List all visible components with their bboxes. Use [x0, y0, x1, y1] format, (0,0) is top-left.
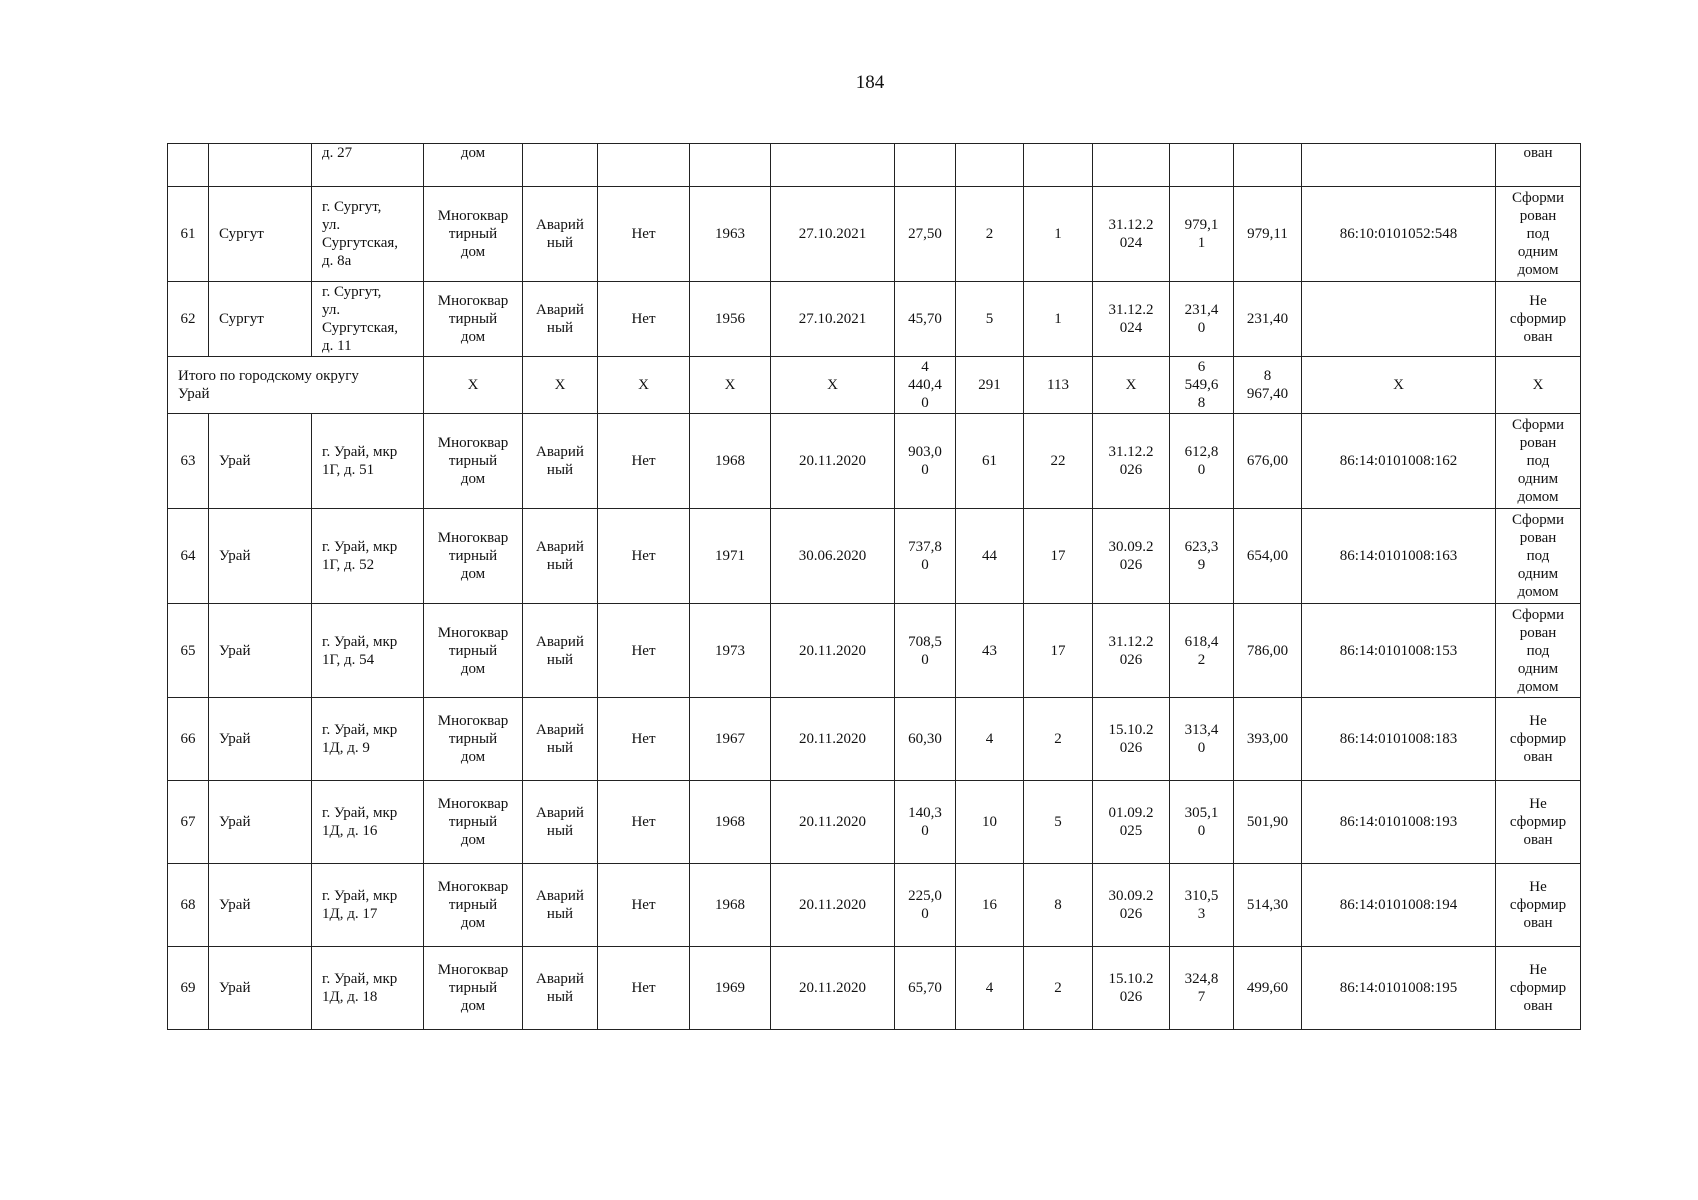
cell-cadastral: 86:14:0101008:162: [1302, 414, 1496, 509]
cell-status: Аварий ный: [523, 414, 598, 509]
cell-sum-1: 310,5 3: [1170, 864, 1234, 947]
cell-house-type: Многоквар тирный дом: [424, 414, 523, 509]
cell-deadline: 31.12.2 024: [1093, 282, 1170, 357]
cell-municipality: Урай: [209, 698, 312, 781]
cell-x: X: [1496, 357, 1581, 414]
cell-year: [690, 144, 771, 187]
cell-year: 1973: [690, 604, 771, 698]
cell-area: 708,5 0: [895, 604, 956, 698]
cell-date: [771, 144, 895, 187]
cell-land-status: Не сформир ован: [1496, 864, 1581, 947]
cell-year: 1968: [690, 414, 771, 509]
cell-apartments: 5: [1024, 781, 1093, 864]
cell-x: X: [598, 357, 690, 414]
cell-sum-2: 654,00: [1234, 509, 1302, 604]
total-row: [168, 357, 1581, 414]
cell-sum-2: 786,00: [1234, 604, 1302, 698]
cell-cadastral: 86:14:0101008:153: [1302, 604, 1496, 698]
cell-number: 67: [168, 781, 209, 864]
table-row: [168, 781, 1581, 864]
cell-status: Аварий ный: [523, 187, 598, 282]
cell-x: X: [771, 357, 895, 414]
cell-people: 43: [956, 604, 1024, 698]
cell-sum-2: 501,90: [1234, 781, 1302, 864]
cell-cadastral: 86:10:0101052:548: [1302, 187, 1496, 282]
cell-address: д. 27: [312, 144, 424, 187]
cell-deadline: [1093, 144, 1170, 187]
table-body: [168, 144, 1581, 1030]
cell-apartments: 1: [1024, 282, 1093, 357]
cell-flag: [598, 144, 690, 187]
cell-status: Аварий ный: [523, 698, 598, 781]
cell-flag: Нет: [598, 282, 690, 357]
page-number: 184: [855, 72, 885, 93]
cell-flag: Нет: [598, 414, 690, 509]
cell-address: г. Урай, мкр 1Д, д. 16: [312, 781, 424, 864]
cell-address: г. Сургут, ул. Сургутская, д. 11: [312, 282, 424, 357]
cell-land-status: Сформи рован под одним домом: [1496, 187, 1581, 282]
cell-house-type: Многоквар тирный дом: [424, 509, 523, 604]
cell-address: г. Урай, мкр 1Г, д. 52: [312, 509, 424, 604]
cell-deadline: 31.12.2 026: [1093, 414, 1170, 509]
cell-number: 66: [168, 698, 209, 781]
cell-date: 20.11.2020: [771, 781, 895, 864]
table-row: [168, 144, 1581, 187]
table-row: [168, 187, 1581, 282]
cell-sum-2: [1234, 144, 1302, 187]
cell-flag: Нет: [598, 864, 690, 947]
cell-address: г. Сургут, ул. Сургутская, д. 8а: [312, 187, 424, 282]
cell-cadastral: 86:14:0101008:194: [1302, 864, 1496, 947]
cell-sum-2: 231,40: [1234, 282, 1302, 357]
cell-people: 61: [956, 414, 1024, 509]
cell-status: Аварий ный: [523, 604, 598, 698]
cell-number: [168, 144, 209, 187]
cell-date: 20.11.2020: [771, 698, 895, 781]
cell-municipality: [209, 144, 312, 187]
cell-date: 27.10.2021: [771, 282, 895, 357]
cell-x: X: [1093, 357, 1170, 414]
cell-status: Аварий ный: [523, 947, 598, 1030]
cell-x: X: [523, 357, 598, 414]
cell-apartments: [1024, 144, 1093, 187]
cell-area: 737,8 0: [895, 509, 956, 604]
cell-sum-1: 305,1 0: [1170, 781, 1234, 864]
cell-number: 69: [168, 947, 209, 1030]
cell-deadline: 15.10.2 026: [1093, 698, 1170, 781]
cell-apartments: 17: [1024, 509, 1093, 604]
cell-total-people: 291: [956, 357, 1024, 414]
cell-deadline: 01.09.2 025: [1093, 781, 1170, 864]
cell-sum-1: [1170, 144, 1234, 187]
table-row: [168, 864, 1581, 947]
housing-registry-table: [167, 143, 1581, 1030]
cell-land-status: Не сформир ован: [1496, 947, 1581, 1030]
table-row: [168, 282, 1581, 357]
cell-cadastral: 86:14:0101008:195: [1302, 947, 1496, 1030]
cell-house-type: Многоквар тирный дом: [424, 187, 523, 282]
cell-flag: Нет: [598, 947, 690, 1030]
cell-people: 10: [956, 781, 1024, 864]
cell-x: X: [690, 357, 771, 414]
cell-address: г. Урай, мкр 1Д, д. 17: [312, 864, 424, 947]
cell-status: Аварий ный: [523, 864, 598, 947]
cell-area: 903,0 0: [895, 414, 956, 509]
cell-year: 1963: [690, 187, 771, 282]
cell-number: 68: [168, 864, 209, 947]
cell-sum-1: 618,4 2: [1170, 604, 1234, 698]
cell-municipality: Сургут: [209, 282, 312, 357]
table-row: [168, 509, 1581, 604]
cell-date: 20.11.2020: [771, 864, 895, 947]
cell-status: [523, 144, 598, 187]
cell-deadline: 30.09.2 026: [1093, 864, 1170, 947]
cell-sum-2: 676,00: [1234, 414, 1302, 509]
cell-cadastral: [1302, 282, 1496, 357]
cell-deadline: 30.09.2 026: [1093, 509, 1170, 604]
cell-date: 20.11.2020: [771, 947, 895, 1030]
cell-sum-1: 623,3 9: [1170, 509, 1234, 604]
cell-x: X: [1302, 357, 1496, 414]
cell-land-status: Сформи рован под одним домом: [1496, 414, 1581, 509]
cell-house-type: Многоквар тирный дом: [424, 947, 523, 1030]
cell-year: 1956: [690, 282, 771, 357]
cell-total-apartments: 113: [1024, 357, 1093, 414]
cell-land-status: Сформи рован под одним домом: [1496, 604, 1581, 698]
cell-municipality: Урай: [209, 414, 312, 509]
cell-sum-1: 324,8 7: [1170, 947, 1234, 1030]
cell-sum-1: 313,4 0: [1170, 698, 1234, 781]
table-row: [168, 414, 1581, 509]
cell-apartments: 8: [1024, 864, 1093, 947]
cell-municipality: Урай: [209, 781, 312, 864]
cell-people: 5: [956, 282, 1024, 357]
cell-municipality: Урай: [209, 604, 312, 698]
cell-municipality: Урай: [209, 864, 312, 947]
cell-total-sum-1: 6 549,6 8: [1170, 357, 1234, 414]
cell-house-type: Многоквар тирный дом: [424, 698, 523, 781]
cell-flag: Нет: [598, 509, 690, 604]
cell-house-type: Многоквар тирный дом: [424, 282, 523, 357]
cell-house-type: Многоквар тирный дом: [424, 781, 523, 864]
cell-number: 65: [168, 604, 209, 698]
cell-date: 20.11.2020: [771, 604, 895, 698]
cell-people: 16: [956, 864, 1024, 947]
cell-land-status: Не сформир ован: [1496, 781, 1581, 864]
table-row: [168, 604, 1581, 698]
cell-total-area: 4 440,4 0: [895, 357, 956, 414]
cell-municipality: Сургут: [209, 187, 312, 282]
cell-sum-1: 231,4 0: [1170, 282, 1234, 357]
cell-cadastral: 86:14:0101008:193: [1302, 781, 1496, 864]
cell-house-type: Многоквар тирный дом: [424, 604, 523, 698]
cell-cadastral: [1302, 144, 1496, 187]
cell-municipality: Урай: [209, 509, 312, 604]
cell-address: г. Урай, мкр 1Г, д. 54: [312, 604, 424, 698]
cell-apartments: 2: [1024, 947, 1093, 1030]
cell-people: 44: [956, 509, 1024, 604]
cell-number: 62: [168, 282, 209, 357]
cell-address: г. Урай, мкр 1Д, д. 18: [312, 947, 424, 1030]
cell-year: 1969: [690, 947, 771, 1030]
cell-land-status: ован: [1496, 144, 1581, 187]
cell-apartments: 2: [1024, 698, 1093, 781]
cell-x: X: [424, 357, 523, 414]
cell-year: 1968: [690, 864, 771, 947]
cell-flag: Нет: [598, 187, 690, 282]
cell-cadastral: 86:14:0101008:163: [1302, 509, 1496, 604]
cell-land-status: Не сформир ован: [1496, 698, 1581, 781]
cell-people: 4: [956, 947, 1024, 1030]
cell-area: 65,70: [895, 947, 956, 1030]
cell-deadline: 31.12.2 024: [1093, 187, 1170, 282]
cell-house-type: Многоквар тирный дом: [424, 864, 523, 947]
cell-area: 225,0 0: [895, 864, 956, 947]
cell-number: 61: [168, 187, 209, 282]
cell-address: г. Урай, мкр 1Д, д. 9: [312, 698, 424, 781]
cell-flag: Нет: [598, 781, 690, 864]
cell-year: 1968: [690, 781, 771, 864]
cell-total-sum-2: 8 967,40: [1234, 357, 1302, 414]
cell-apartments: 17: [1024, 604, 1093, 698]
cell-status: Аварий ный: [523, 509, 598, 604]
cell-date: 30.06.2020: [771, 509, 895, 604]
cell-sum-2: 514,30: [1234, 864, 1302, 947]
cell-number: 63: [168, 414, 209, 509]
cell-area: 140,3 0: [895, 781, 956, 864]
cell-area: [895, 144, 956, 187]
cell-sum-1: 979,1 1: [1170, 187, 1234, 282]
cell-status: Аварий ный: [523, 282, 598, 357]
total-label: Итого по городскому округу Урай: [168, 357, 424, 414]
cell-sum-1: 612,8 0: [1170, 414, 1234, 509]
cell-deadline: 31.12.2 026: [1093, 604, 1170, 698]
cell-people: 4: [956, 698, 1024, 781]
cell-year: 1967: [690, 698, 771, 781]
cell-area: 60,30: [895, 698, 956, 781]
cell-year: 1971: [690, 509, 771, 604]
cell-area: 27,50: [895, 187, 956, 282]
cell-sum-2: 499,60: [1234, 947, 1302, 1030]
cell-area: 45,70: [895, 282, 956, 357]
cell-people: [956, 144, 1024, 187]
table-row: [168, 947, 1581, 1030]
cell-house-type: дом: [424, 144, 523, 187]
cell-sum-2: 393,00: [1234, 698, 1302, 781]
cell-address: г. Урай, мкр 1Г, д. 51: [312, 414, 424, 509]
cell-date: 27.10.2021: [771, 187, 895, 282]
cell-number: 64: [168, 509, 209, 604]
cell-flag: Нет: [598, 604, 690, 698]
cell-people: 2: [956, 187, 1024, 282]
table-row: [168, 698, 1581, 781]
cell-flag: Нет: [598, 698, 690, 781]
cell-municipality: Урай: [209, 947, 312, 1030]
cell-status: Аварий ный: [523, 781, 598, 864]
cell-apartments: 22: [1024, 414, 1093, 509]
cell-land-status: Не сформир ован: [1496, 282, 1581, 357]
cell-land-status: Сформи рован под одним домом: [1496, 509, 1581, 604]
cell-sum-2: 979,11: [1234, 187, 1302, 282]
cell-apartments: 1: [1024, 187, 1093, 282]
cell-date: 20.11.2020: [771, 414, 895, 509]
cell-deadline: 15.10.2 026: [1093, 947, 1170, 1030]
cell-cadastral: 86:14:0101008:183: [1302, 698, 1496, 781]
